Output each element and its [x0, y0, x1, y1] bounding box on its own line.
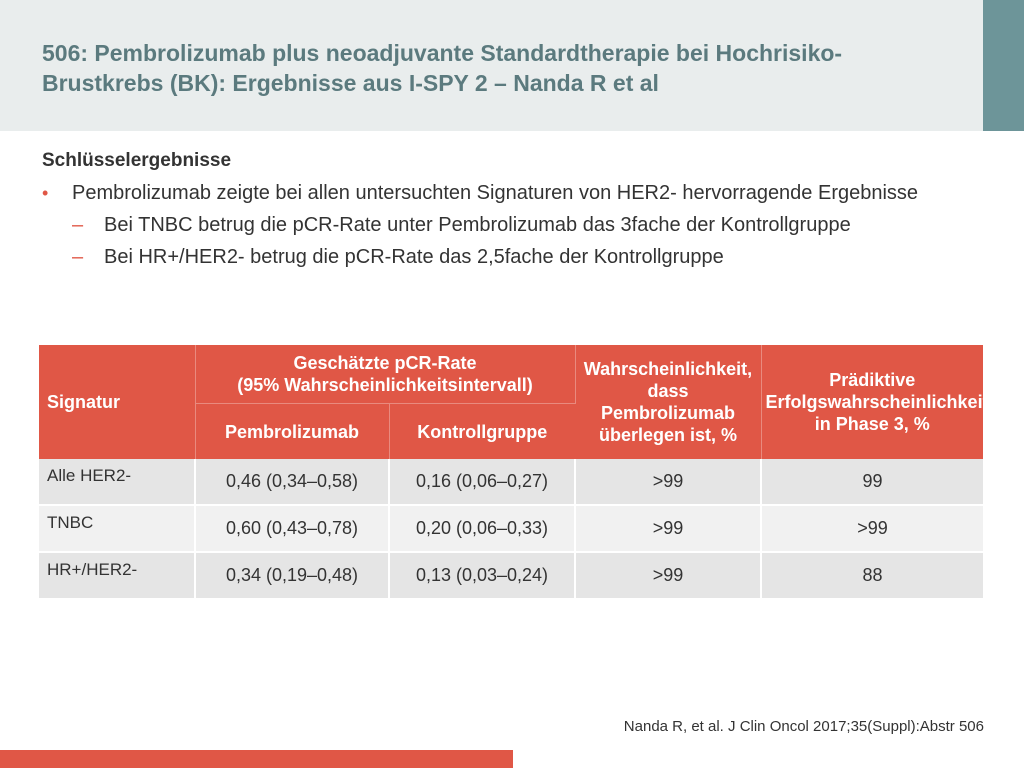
- bullet-item: [42, 180, 972, 206]
- cell-probability: >99: [575, 459, 761, 505]
- footer-accent-bar: [0, 750, 513, 768]
- cell-control: 0,20 (0,06–0,33): [389, 505, 575, 552]
- table-row: [39, 459, 983, 505]
- slide-title-line-2: Brustkrebs (BK): Ergebnisse aus I-SPY 2 – Nanda R et al: [42, 70, 659, 96]
- cell-pembrolizumab: 0,34 (0,19–0,48): [195, 552, 389, 599]
- header-probability: Wahrscheinlichkeit, dass Pembrolizumab überlegen ist, %: [575, 345, 761, 459]
- bullet-text: Pembrolizumab zeigte bei allen untersuchten Signaturen von HER2- hervorragende Ergebnisse: [72, 182, 919, 204]
- cell-control: 0,13 (0,03–0,24): [389, 552, 575, 599]
- cell-predictive: >99: [761, 505, 983, 552]
- section-heading: Schlüsselergebnisse: [42, 150, 232, 171]
- dash-icon: –: [72, 246, 84, 268]
- sub-bullet-item: [42, 244, 972, 270]
- cell-signatur: HR+/HER2-: [39, 552, 195, 599]
- cell-control: 0,16 (0,06–0,27): [389, 459, 575, 505]
- header-pcr-rate: Geschätzte pCR-Rate (95% Wahrscheinlichkeitsintervall): [195, 345, 575, 404]
- cell-probability: >99: [575, 552, 761, 599]
- cell-predictive: 99: [761, 459, 983, 505]
- slide-title-line-1: 506: Pembrolizumab plus neoadjuvante Standardtherapie bei Hochrisiko-: [42, 40, 843, 66]
- header-pembrolizumab: Pembrolizumab: [195, 404, 389, 460]
- cell-probability: >99: [575, 505, 761, 552]
- cell-pembrolizumab: 0,46 (0,34–0,58): [195, 459, 389, 505]
- table-row: [39, 505, 983, 552]
- cell-pembrolizumab: 0,60 (0,43–0,78): [195, 505, 389, 552]
- header-signatur: Signatur: [39, 345, 195, 459]
- cell-signatur: Alle HER2-: [39, 459, 195, 505]
- header-accent-block: [983, 0, 1024, 131]
- results-table: [39, 345, 989, 600]
- header-predictive: Prädiktive Erfolgswahrscheinlichkeit in Phase 3, %: [761, 345, 983, 459]
- header-control: Kontrollgruppe: [389, 404, 575, 460]
- dash-icon: –: [72, 214, 84, 236]
- table-row: [39, 552, 983, 599]
- sub-bullet-item: [42, 212, 972, 238]
- key-results-section: [42, 148, 972, 270]
- bullet-icon: •: [42, 183, 49, 203]
- cell-signatur: TNBC: [39, 505, 195, 552]
- sub-bullet-text: Bei TNBC betrug die pCR-Rate unter Pembrolizumab das 3fache der Kontrollgruppe: [104, 214, 851, 236]
- sub-bullet-text: Bei HR+/HER2- betrug die pCR-Rate das 2,5fache der Kontrollgruppe: [104, 246, 724, 268]
- cell-predictive: 88: [761, 552, 983, 599]
- citation-reference: Nanda R, et al. J Clin Oncol 2017;35(Suppl):Abstr 506: [623, 718, 984, 735]
- slide-title: [42, 38, 962, 98]
